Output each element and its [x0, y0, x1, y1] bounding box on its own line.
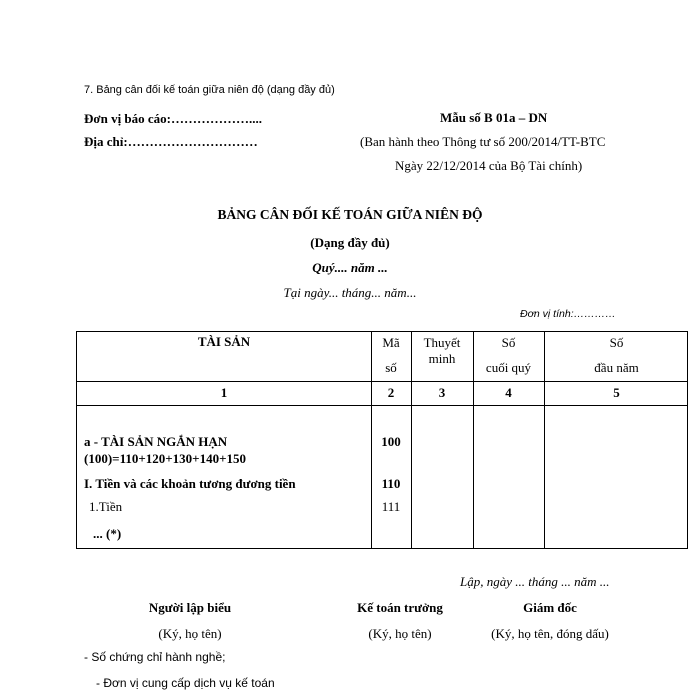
- footnote-service-provider: - Đơn vị cung cấp dịch vụ kế toán: [96, 676, 275, 690]
- row-cash-label: 1.Tiền: [89, 499, 123, 514]
- section-heading: 7. Bảng cân đối kế toán giữa niên độ (dạng đầy đủ): [84, 84, 335, 96]
- column-number-3: 3: [438, 385, 446, 400]
- preparer-note: (Ký, họ tên): [158, 626, 222, 641]
- document-title: BẢNG CÂN ĐỐI KẾ TOÁN GIỮA NIÊN ĐỘ: [217, 207, 483, 222]
- document-period: Quý.... năm ...: [312, 260, 388, 275]
- column-number-1: 1: [220, 385, 228, 400]
- row-short-term-assets-code: 100: [381, 434, 401, 449]
- reporting-unit-label: Đơn vị báo cáo:………………....: [84, 111, 263, 126]
- issued-date: Ngày 22/12/2014 của Bộ Tài chính): [395, 158, 583, 173]
- chief-accountant-note: (Ký, họ tên): [368, 626, 432, 641]
- row-cash-code: 111: [381, 499, 401, 514]
- balance-sheet-table: [76, 331, 688, 549]
- header-code-line1: Mã: [382, 335, 400, 350]
- header-assets: TÀI SẢN: [197, 334, 251, 349]
- header-beginning-of-year-line2: đầu năm: [594, 360, 639, 375]
- signature-date-line: Lập, ngày ... tháng ... năm ...: [460, 574, 610, 589]
- director-title: Giám đốc: [523, 600, 577, 615]
- preparer-title: Người lập biểu: [148, 600, 232, 615]
- document-subtitle: (Dạng đầy đủ): [310, 235, 390, 250]
- header-note-line1: Thuyết: [423, 335, 461, 350]
- issued-under-circular: (Ban hành theo Thông tư số 200/2014/TT-BTC: [360, 134, 606, 149]
- row-cash-equivalents-code: 110: [381, 476, 401, 491]
- column-number-5: 5: [613, 385, 620, 400]
- column-number-2: 2: [387, 385, 395, 400]
- row-cash-equivalents-label: I. Tiền và các khoản tương đương tiền: [84, 476, 296, 491]
- director-note: (Ký, họ tên, đóng dấu): [491, 626, 609, 641]
- row-more-label: ... (*): [93, 526, 122, 541]
- column-number-divider: [77, 405, 687, 406]
- currency-unit: Đơn vị tính:…………: [520, 308, 616, 320]
- row-short-term-assets-formula: (100)=110+120+130+140+150: [84, 451, 246, 466]
- header-end-of-quarter-line2: cuối quý: [485, 360, 532, 375]
- address-label: Địa chỉ:…………………………: [84, 134, 258, 149]
- header-code-line2: số: [385, 360, 397, 375]
- chief-accountant-title: Kế toán trưởng: [357, 600, 443, 615]
- form-number: Mẫu số B 01a – DN: [440, 110, 548, 125]
- footnote-certificate-number: - Số chứng chỉ hành nghề;: [84, 650, 226, 664]
- header-note-line2: minh: [428, 351, 456, 366]
- header-end-of-quarter-line1: Số: [501, 335, 516, 350]
- column-number-4: 4: [505, 385, 512, 400]
- header-beginning-of-year-line1: Số: [609, 335, 624, 350]
- row-short-term-assets-label: a - TÀI SẢN NGẮN HẠN: [84, 434, 228, 449]
- document-date: Tại ngày... tháng... năm...: [283, 285, 417, 300]
- header-divider: [77, 381, 687, 382]
